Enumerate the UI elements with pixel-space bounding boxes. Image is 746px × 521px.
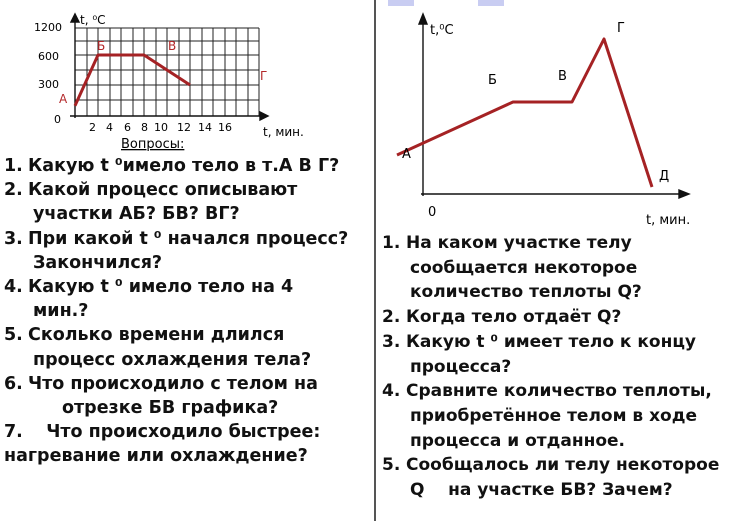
point-label-d: Д: [659, 169, 670, 184]
questions-title: Вопросы:: [121, 137, 185, 152]
x-axis-label: t, мин.: [646, 213, 691, 228]
point-label-b: Б: [97, 39, 106, 53]
question-item: 5. Сообщалось ли телу некоторое Q на участке БВ? Зачем?: [382, 455, 720, 501]
y-tick-label: 600: [38, 50, 59, 63]
y-axis-label: t, ⁰C: [80, 13, 106, 27]
graph-axes: [70, 14, 268, 120]
question-item: 7. Что происходило быстрее: нагревание или охлаждение?: [4, 422, 321, 467]
question-item: 3. При какой t ⁰ начался процесс? Закончился?: [4, 228, 349, 273]
point-label-v: В: [558, 69, 567, 84]
point-label-a: А: [402, 147, 411, 162]
question-item: 6. Что происходило с телом на отрезке БВ графика?: [4, 373, 318, 419]
x-axis-label: t, мин.: [263, 125, 304, 139]
question-item: 4. Какую t ⁰ имело тело на 4 мин.?: [4, 277, 294, 322]
x-tick-label: 6: [124, 121, 131, 134]
temperature-graph-2: [376, 0, 746, 235]
question-item: 2. Какой процесс описывают участки АБ? БВ? ВГ?: [4, 180, 298, 225]
graph-axes: [419, 14, 689, 198]
x-tick-label: 10: [154, 121, 168, 134]
x-tick-label: 14: [198, 121, 212, 134]
right-panel: [376, 0, 746, 521]
x-tick-label: 12: [177, 121, 191, 134]
heating-cooling-graph: [0, 0, 374, 160]
left-questions-list: [4, 154, 376, 469]
x-tick-label: 8: [141, 121, 148, 134]
question-item: 1. Какую t ⁰имело тело в т.А В Г?: [4, 156, 340, 176]
question-item: 1. На каком участке телу сообщается некоторое количество теплоты Q?: [382, 233, 642, 303]
y-axis-label: t,⁰C: [430, 23, 454, 38]
x-tick-label: 2: [89, 121, 96, 134]
origin-label: 0: [428, 205, 437, 220]
question-item: 3. Какую t ⁰ имеет тело к концу процесса?: [382, 331, 697, 377]
x-tick-label: 16: [218, 121, 232, 134]
y-tick-label: 0: [54, 113, 61, 126]
point-label-v: В: [168, 39, 177, 53]
question-item: 5. Сколько времени длился процесс охлаждения тела?: [4, 325, 312, 370]
point-label-g: Г: [260, 69, 268, 83]
point-label-a: А: [59, 92, 68, 106]
question-item: 2. Когда тело отдаёт Q?: [382, 307, 622, 328]
right-questions-list: [382, 231, 744, 503]
point-label-g: Г: [617, 21, 625, 36]
point-label-b: Б: [488, 73, 497, 88]
y-tick-label: 1200: [34, 21, 62, 34]
x-tick-label: 4: [106, 121, 113, 134]
y-tick-label: 300: [38, 78, 59, 91]
question-item: 4. Сравните количество теплоты, приобретённое телом в ходе процесса и отданное.: [382, 381, 712, 451]
temperature-line: [397, 39, 652, 187]
